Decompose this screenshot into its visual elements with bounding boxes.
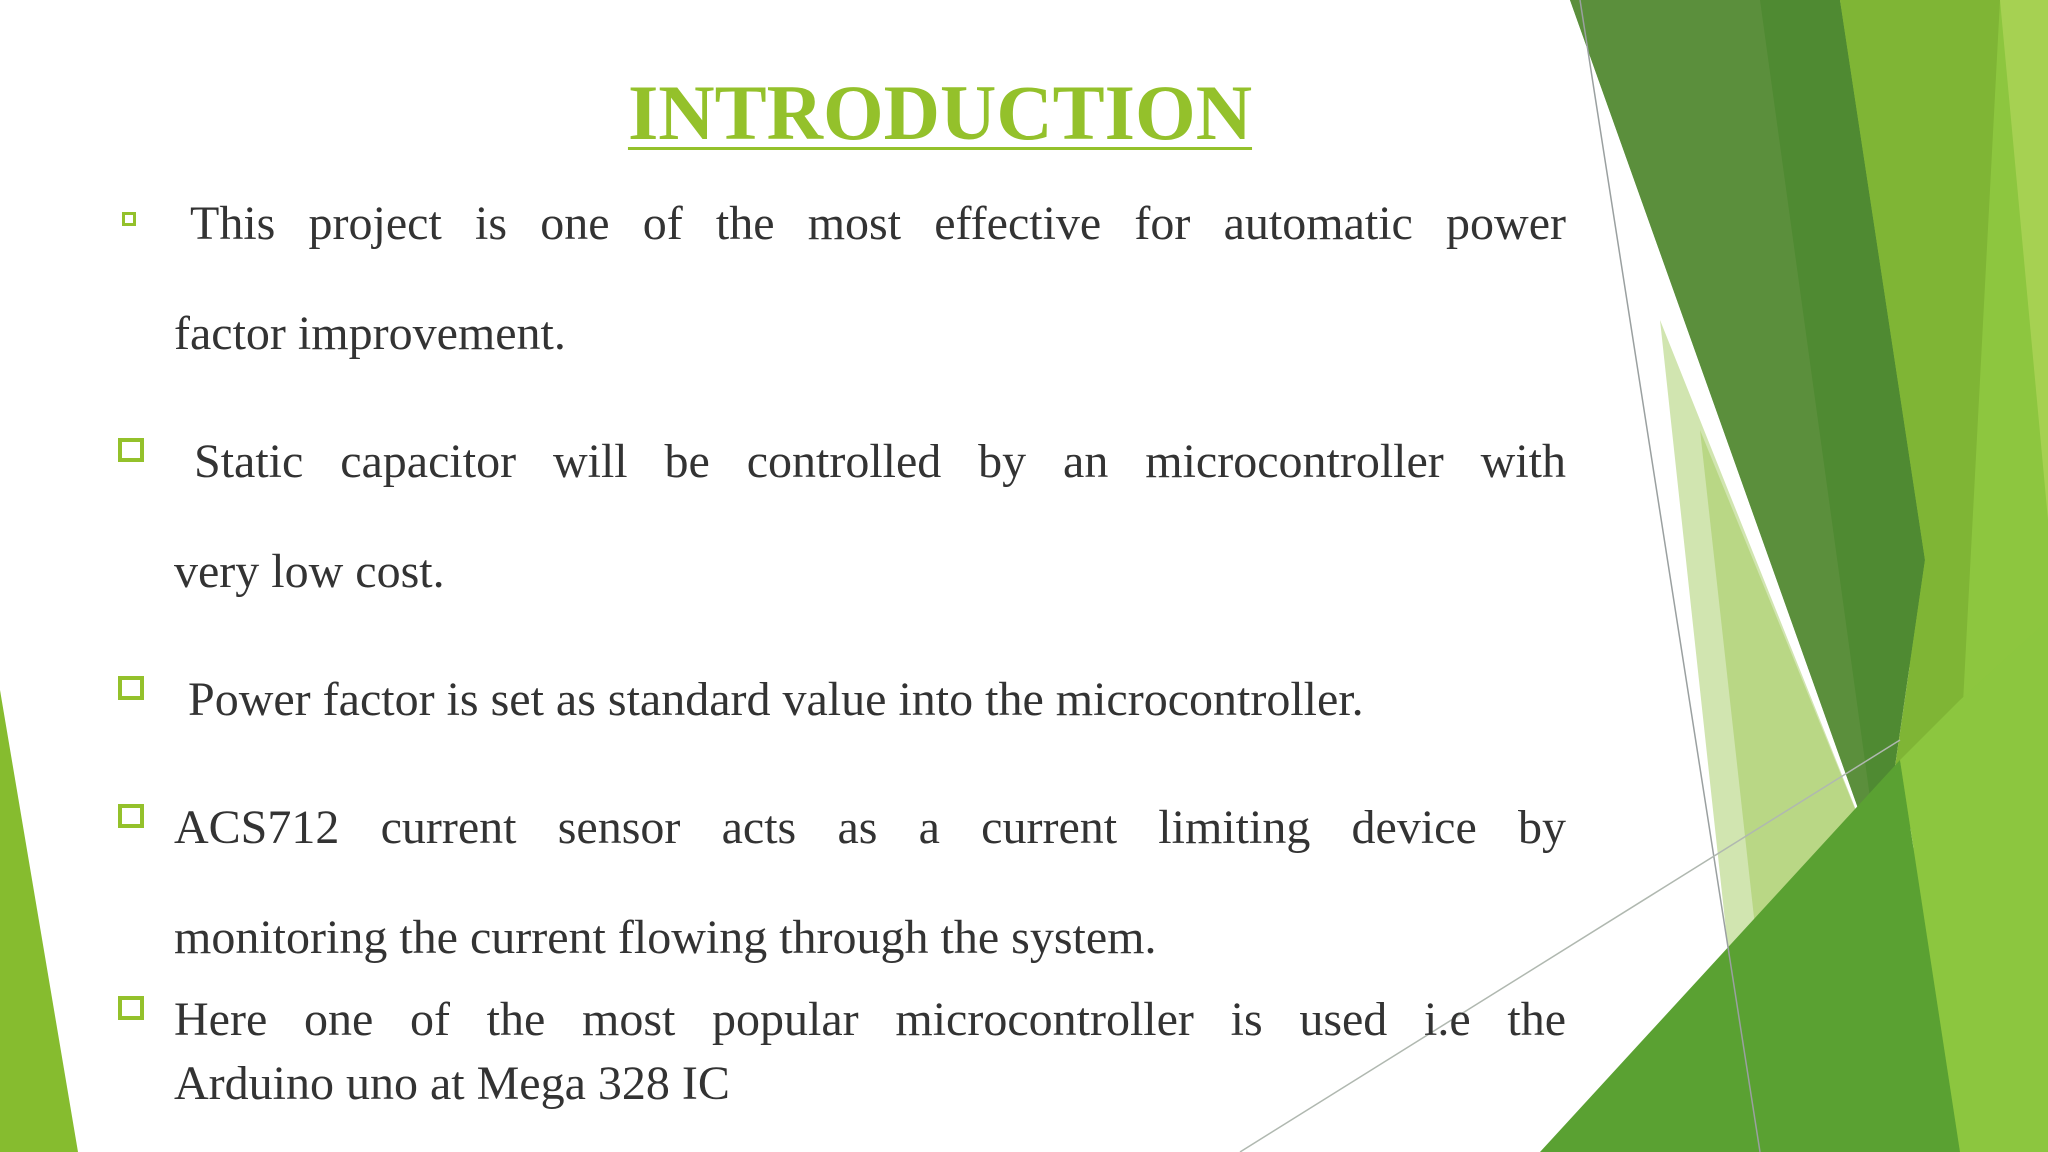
hollow-square-bullet-icon — [118, 804, 144, 828]
bullet-text-4-cont — [174, 910, 1566, 965]
bullet-4-line-1: ACS712 current sensor acts as a current limiting device by — [174, 801, 1566, 854]
hollow-square-bullet-icon — [122, 212, 136, 226]
bullet-text-3 — [188, 672, 1580, 727]
hollow-square-bullet-icon — [118, 438, 144, 462]
bullet-text-1 — [190, 196, 1566, 251]
hollow-square-bullet-icon — [118, 676, 144, 700]
bullet-3-line-1: Power factor is set as standard value into the microcontroller. — [188, 673, 1364, 726]
bullet-text-1-cont — [174, 306, 1566, 361]
bullet-2-line-1: Static capacitor will be controlled by an microcontroller with — [194, 435, 1566, 488]
bullet-text-4 — [174, 800, 1566, 855]
slide-title: INTRODUCTION — [627, 69, 1253, 156]
bullet-2-line-2: very low cost. — [174, 545, 445, 598]
bullet-text-5-cont — [174, 1056, 1566, 1111]
bullet-text-2-cont — [174, 544, 1566, 599]
bullet-4-line-2: monitoring the current flowing through the system. — [174, 911, 1157, 964]
bullet-5-line-1: Here one of the most popular microcontroller is used i.e the — [174, 993, 1566, 1046]
bullet-text-2 — [194, 434, 1566, 489]
hollow-square-bullet-icon — [118, 996, 144, 1020]
bullet-5-line-2: Arduino uno at Mega 328 IC — [174, 1057, 730, 1110]
bullet-text-5 — [174, 992, 1566, 1047]
bullet-1-line-2: factor improvement. — [174, 307, 566, 360]
bullet-1-line-1: This project is one of the most effective for automatic power — [190, 197, 1566, 250]
